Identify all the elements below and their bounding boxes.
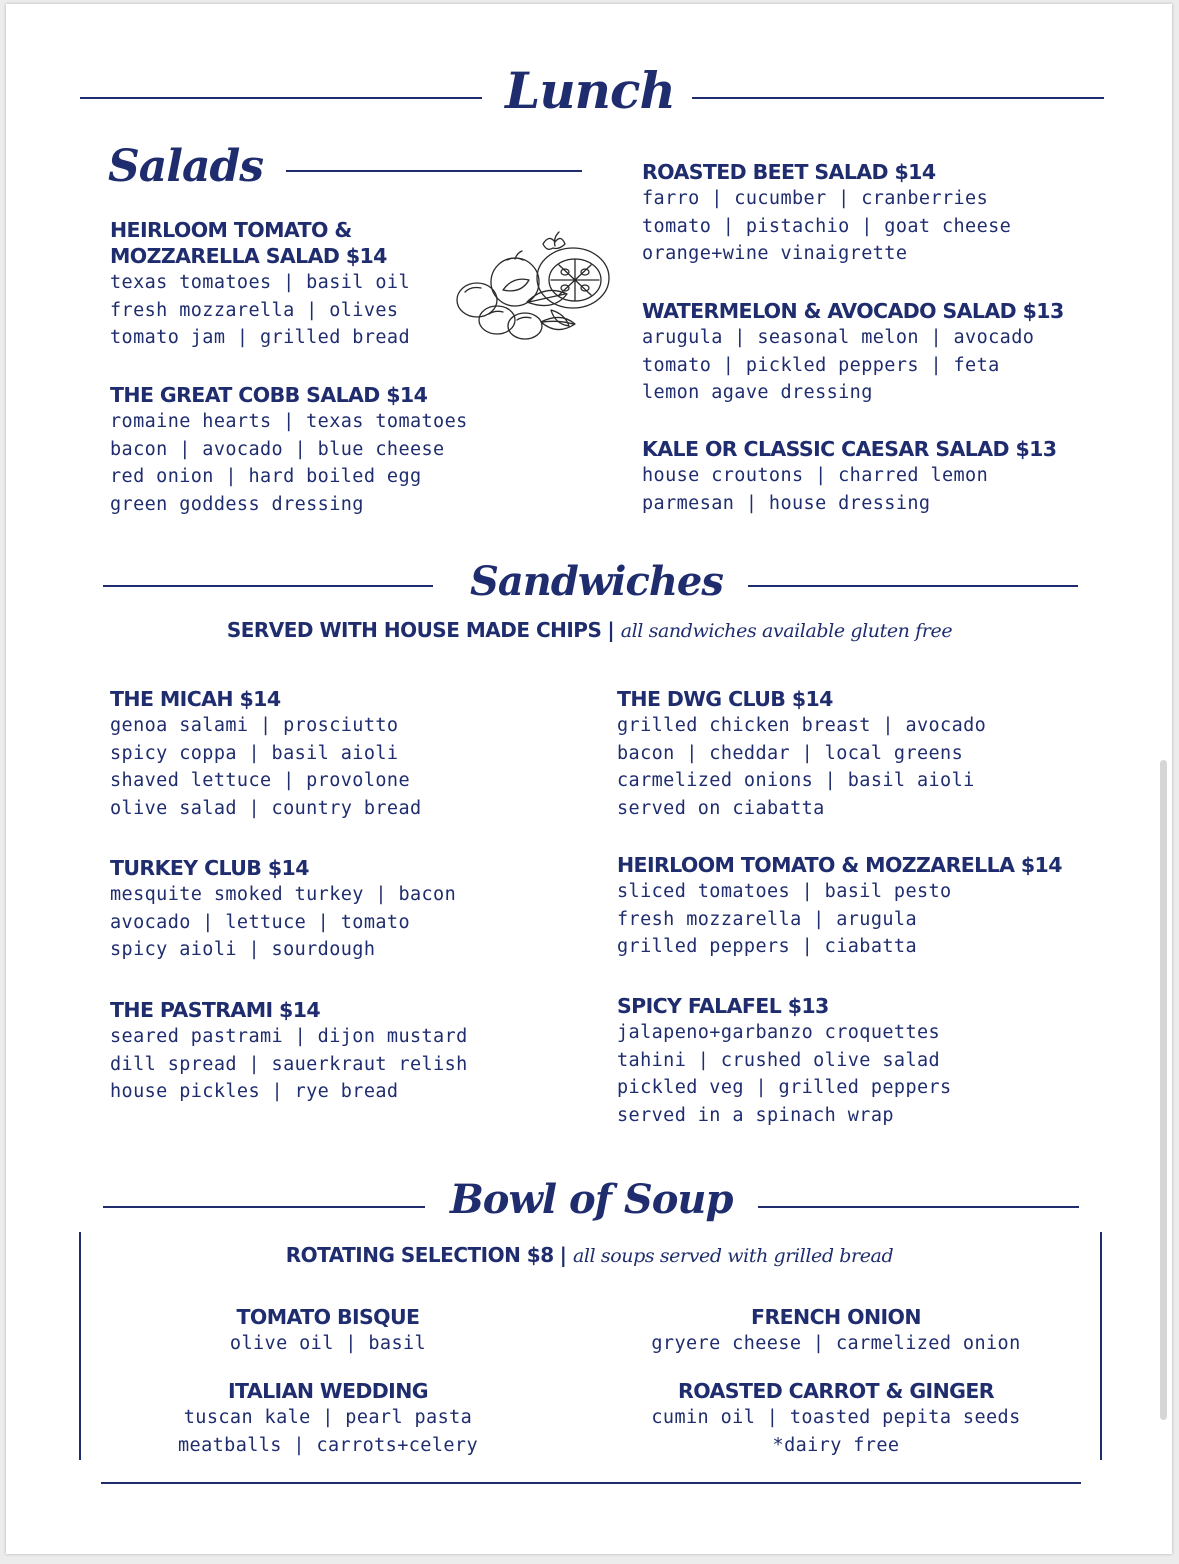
item-ingredients: fresh mozzarella | olives — [110, 299, 399, 321]
item-ingredients: olive salad | country bread — [110, 797, 422, 819]
item-ingredients: romaine hearts | texas tomatoes — [110, 411, 468, 432]
divider — [80, 97, 482, 99]
menu-item — [128, 1304, 528, 1358]
item-ingredients: carmelized onions | basil aioli — [617, 770, 975, 791]
item-ingredients: fresh mozzarella | arugula — [617, 908, 917, 930]
item-ingredients: served on ciabatta — [617, 797, 825, 819]
menu-item — [110, 997, 468, 1106]
section-heading-salads: Salads — [108, 141, 264, 192]
item-title: THE DWG CLUB $14 — [617, 687, 833, 711]
divider — [101, 1482, 1081, 1484]
item-ingredients: cumin oil | toasted pepita seeds — [651, 1407, 1021, 1428]
tagline-note: all soups served with grilled bread — [572, 1245, 894, 1267]
page-title: Lunch — [505, 61, 675, 120]
item-title: THE GREAT COBB SALAD $14 — [110, 383, 428, 407]
section-heading-soup: Bowl of Soup — [450, 1176, 733, 1223]
menu-item — [617, 852, 1062, 961]
section-tagline — [0, 1242, 1179, 1269]
item-ingredients: farro | cucumber | cranberries — [642, 188, 989, 209]
item-ingredients: mesquite smoked turkey | bacon — [110, 884, 457, 905]
item-title: MOZZARELLA SALAD $14 — [110, 244, 387, 268]
menu-item — [617, 686, 986, 822]
item-ingredients: lemon agave dressing — [642, 382, 873, 403]
tomato-mozzarella-illustration-icon — [455, 230, 615, 345]
item-title: ROASTED BEET SALAD $14 — [642, 160, 936, 184]
item-ingredients: meatballs | carrots+celery — [178, 1434, 478, 1456]
item-ingredients: orange+wine vinaigrette — [642, 243, 908, 264]
item-title: THE MICAH $14 — [110, 687, 281, 711]
item-ingredients: bacon | cheddar | local greens — [617, 742, 964, 764]
item-title: HEIRLOOM TOMATO & — [110, 218, 352, 242]
item-ingredients: house pickles | rye bread — [110, 1081, 399, 1102]
item-ingredients: texas tomatoes | basil oil — [110, 272, 410, 293]
item-ingredients: tomato | pickled peppers | feta — [642, 354, 1000, 376]
item-ingredients: grilled peppers | ciabatta — [617, 936, 917, 957]
item-ingredients: tuscan kale | pearl pasta — [183, 1407, 473, 1428]
item-title: ROASTED CARROT & GINGER — [678, 1379, 994, 1403]
item-ingredients: pickled veg | grilled peppers — [617, 1077, 952, 1098]
item-ingredients: tomato | pistachio | goat cheese — [642, 215, 1012, 237]
item-ingredients: avocado | lettuce | tomato — [110, 911, 410, 933]
item-ingredients: grilled chicken breast | avocado — [617, 715, 987, 736]
item-ingredients: arugula | seasonal melon | avocado — [642, 327, 1035, 348]
item-title: FRENCH ONION — [751, 1305, 921, 1329]
tagline-strong: ROTATING SELECTION $8 — [285, 1243, 554, 1267]
menu-item — [642, 436, 1056, 517]
menu-item — [110, 382, 468, 518]
item-ingredients: *dairy free — [772, 1434, 900, 1456]
tagline-strong: SERVED WITH HOUSE MADE CHIPS — [226, 618, 602, 642]
item-ingredients: jalapeno+garbanzo croquettes — [617, 1022, 941, 1043]
section-heading-sandwiches: Sandwiches — [470, 558, 723, 605]
item-title: TURKEY CLUB $14 — [110, 856, 309, 880]
item-ingredients: gryere cheese | carmelized onion — [651, 1333, 1021, 1354]
item-ingredients: spicy coppa | basil aioli — [110, 742, 399, 764]
divider — [748, 585, 1078, 587]
item-ingredients: seared pastrami | dijon mustard — [110, 1026, 468, 1047]
item-ingredients: parmesan | house dressing — [642, 492, 931, 514]
item-ingredients: tahini | crushed olive salad — [617, 1049, 941, 1071]
divider — [692, 97, 1104, 99]
menu-item — [128, 1378, 528, 1459]
menu-item — [110, 855, 456, 964]
menu-item — [606, 1378, 1066, 1459]
menu-item — [606, 1304, 1066, 1358]
item-ingredients: shaved lettuce | provolone — [110, 770, 410, 791]
item-ingredients: served in a spinach wrap — [617, 1104, 894, 1126]
tagline-separator: | — [607, 618, 615, 642]
menu-item — [110, 686, 422, 822]
item-ingredients: bacon | avocado | blue cheese — [110, 438, 445, 460]
divider — [103, 1206, 425, 1208]
menu-item — [617, 993, 952, 1129]
item-ingredients: dill spread | sauerkraut relish — [110, 1053, 468, 1075]
item-title: KALE OR CLASSIC CAESAR SALAD $13 — [642, 437, 1057, 461]
menu-item — [642, 298, 1064, 407]
item-ingredients: house croutons | charred lemon — [642, 465, 989, 486]
tagline-note: all sandwiches available gluten free — [620, 620, 953, 642]
item-ingredients: spicy aioli | sourdough — [110, 939, 376, 960]
divider — [286, 170, 582, 172]
divider — [103, 585, 433, 587]
item-ingredients: genoa salami | prosciutto — [110, 715, 399, 736]
menu-item — [642, 159, 1011, 268]
item-title: SPICY FALAFEL $13 — [617, 994, 829, 1018]
item-ingredients: sliced tomatoes | basil pesto — [617, 881, 952, 902]
menu-item — [110, 217, 410, 352]
divider — [758, 1206, 1079, 1208]
item-title: THE PASTRAMI $14 — [110, 998, 321, 1022]
item-title: ITALIAN WEDDING — [228, 1379, 428, 1403]
item-ingredients: red onion | hard boiled egg — [110, 466, 422, 487]
item-title: HEIRLOOM TOMATO & MOZZARELLA $14 — [617, 853, 1062, 877]
tagline-separator: | — [559, 1243, 567, 1267]
item-title: TOMATO BISQUE — [236, 1305, 420, 1329]
scrollbar[interactable] — [1160, 760, 1167, 1420]
item-ingredients: olive oil | basil — [229, 1333, 427, 1354]
section-tagline — [0, 617, 1179, 644]
item-ingredients: green goddess dressing — [110, 493, 364, 515]
item-ingredients: tomato jam | grilled bread — [110, 327, 410, 348]
item-title: WATERMELON & AVOCADO SALAD $13 — [642, 299, 1064, 323]
